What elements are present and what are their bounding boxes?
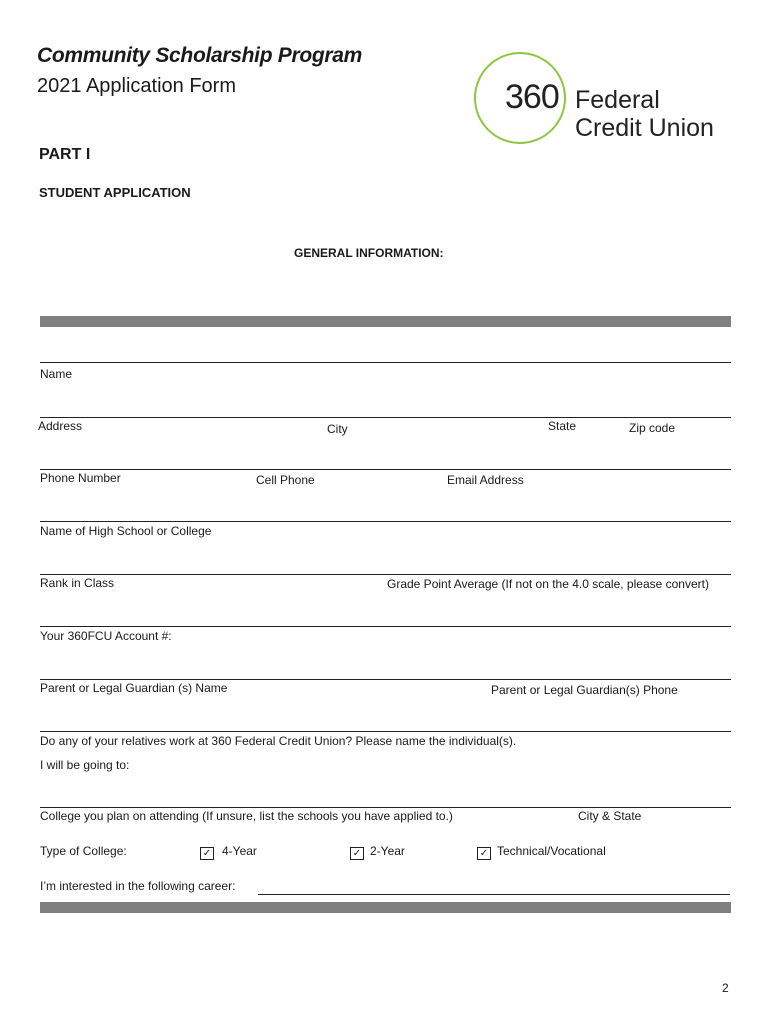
college-plan-line[interactable] (40, 807, 731, 808)
rank-label: Rank in Class (40, 576, 115, 590)
college-plan-label: College you plan on attending (If unsure, list the schools you have applied to.) (40, 809, 453, 823)
rank-line[interactable] (40, 574, 731, 575)
career-label: I’m interested in the following career: (40, 879, 236, 893)
guardian-line[interactable] (40, 679, 731, 680)
phone-line[interactable] (40, 469, 731, 470)
checkbox-4year[interactable]: ✓ (200, 847, 214, 860)
bottom-divider-bar (40, 902, 731, 913)
state-label: State (548, 419, 577, 433)
checkbox-technical[interactable]: ✓ (477, 847, 491, 860)
address-line[interactable] (40, 417, 731, 418)
address-label: Address (38, 419, 83, 433)
email-label: Email Address (447, 473, 524, 487)
gpa-label: Grade Point Average (If not on the 4.0 scale, please convert) (387, 577, 709, 591)
account-label: Your 360FCU Account #: (40, 629, 172, 643)
top-divider-bar (40, 316, 731, 327)
logo-line1: Federal (575, 86, 660, 114)
school-label: Name of High School or College (40, 524, 212, 538)
form-title: Community Scholarship Program (37, 44, 363, 67)
going-to-label: I will be going to: (40, 758, 130, 772)
page-number: 2 (722, 981, 729, 995)
city-state-label: City & State (578, 809, 642, 823)
option-2year-label: 2-Year (370, 844, 405, 858)
logo-line2: Credit Union (575, 114, 714, 142)
checkbox-2year[interactable]: ✓ (350, 847, 364, 860)
option-technical-label: Technical/Vocational (497, 844, 606, 858)
phone-label: Phone Number (40, 471, 121, 485)
part-heading: PART I (39, 146, 91, 163)
school-line[interactable] (40, 521, 731, 522)
career-input-line[interactable] (258, 894, 730, 895)
relatives-line[interactable] (40, 731, 731, 732)
option-4year-label: 4-Year (222, 844, 257, 858)
account-line[interactable] (40, 626, 731, 627)
relatives-label: Do any of your relatives work at 360 Federal Credit Union? Please name the individual(s). (40, 734, 517, 748)
student-application-heading: STUDENT APPLICATION (39, 185, 191, 200)
name-line[interactable] (40, 362, 731, 363)
guardian-name-label: Parent or Legal Guardian (s) Name (40, 681, 228, 695)
general-information-heading: GENERAL INFORMATION: (294, 246, 444, 260)
guardian-phone-label: Parent or Legal Guardian(s) Phone (491, 683, 678, 697)
form-subtitle: 2021 Application Form (37, 75, 237, 97)
credit-union-logo (474, 52, 714, 148)
name-label: Name (40, 367, 73, 381)
city-label: City (327, 422, 348, 436)
type-of-college-label: Type of College: (40, 844, 127, 858)
zip-label: Zip code (629, 421, 676, 435)
cell-label: Cell Phone (256, 473, 315, 487)
logo-number: 360 (505, 78, 559, 116)
